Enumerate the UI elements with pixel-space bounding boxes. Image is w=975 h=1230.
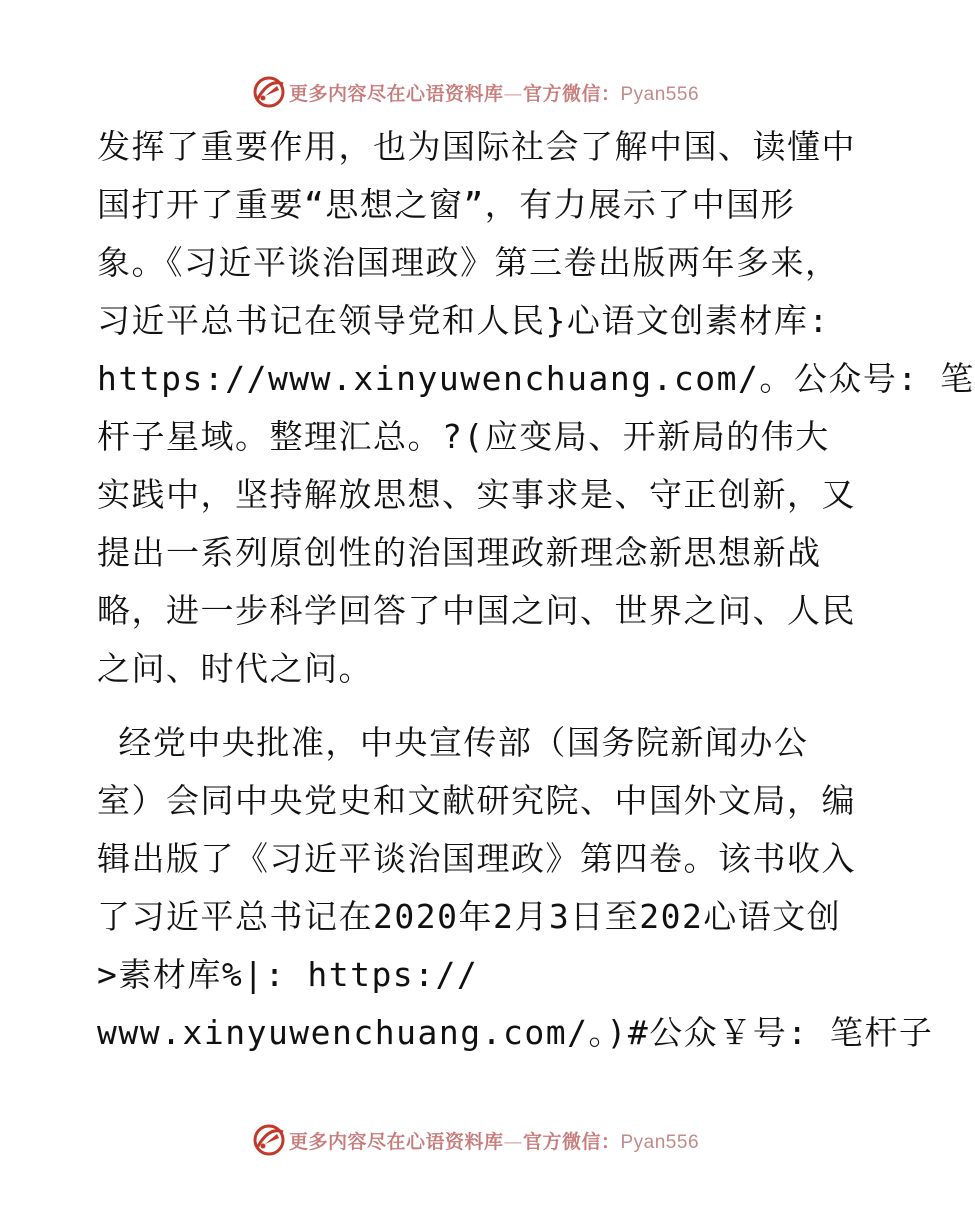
banner-text [289,1127,699,1154]
banner-title: 更多内容尽在心语资料库 [288,82,504,105]
header-watermark-banner [0,70,950,114]
text-line: 杆子星域。整理汇总。?(应变局、开新局的伟大 [97,417,830,456]
text-line: 室）会同中央党史和文献研究院、中国外文局，编 [97,781,856,820]
banner-wechat-label: 官方微信： [522,82,621,105]
footer-watermark-banner [0,1118,950,1162]
text-line: >素材库%|: https:// [97,955,479,994]
brand-logo-icon [251,74,287,110]
banner-dash: — [503,1130,523,1153]
paragraph-1 [97,118,975,698]
text-line: 国打开了重要“思想之窗”，有力展示了中国形 [97,185,796,224]
text-line: https://www.xinyuwenchuang.com/。公众号: 笔 [97,359,975,398]
text-line: 经党中央批准，中央宣传部（国务院新闻办公 [97,723,809,762]
banner-title: 更多内容尽在心语资料库 [288,1130,504,1153]
text-line: 略，进一步科学回答了中国之问、世界之问、人民 [97,591,856,630]
text-line: 之问、时代之问。 [97,649,373,688]
text-line: 了习近平总书记在2020年2月3日至202心语文创 [97,897,842,936]
text-line: 提出一系列原创性的治国理政新理念新思想新战 [97,533,822,572]
text-line: 习近平总书记在领导党和人民}心语文创素材库: [97,301,830,340]
text-line: 辑出版了《习近平谈治国理政》第四卷。该书收入 [97,839,856,878]
text-line: 发挥了重要作用，也为国际社会了解中国、读懂中 [97,127,856,166]
banner-dash: — [503,82,523,105]
text-line: 实践中，坚持解放思想、实事求是、守正创新，又 [97,475,856,514]
paragraph-2 [97,714,934,1062]
brand-logo-icon [251,1122,287,1158]
banner-wechat-id: Pyan556 [620,83,700,105]
banner-wechat-label: 官方微信： [522,1130,621,1153]
banner-text [289,79,699,106]
banner-wechat-id: Pyan556 [620,1131,700,1153]
text-line: 象。《习近平谈治国理政》第三卷出版两年多来， [97,243,840,282]
paragraph-gap [97,698,857,714]
document-body [97,118,975,1062]
text-line: www.xinyuwenchuang.com/。)#公众￥号: 笔杆子 [97,1013,934,1052]
